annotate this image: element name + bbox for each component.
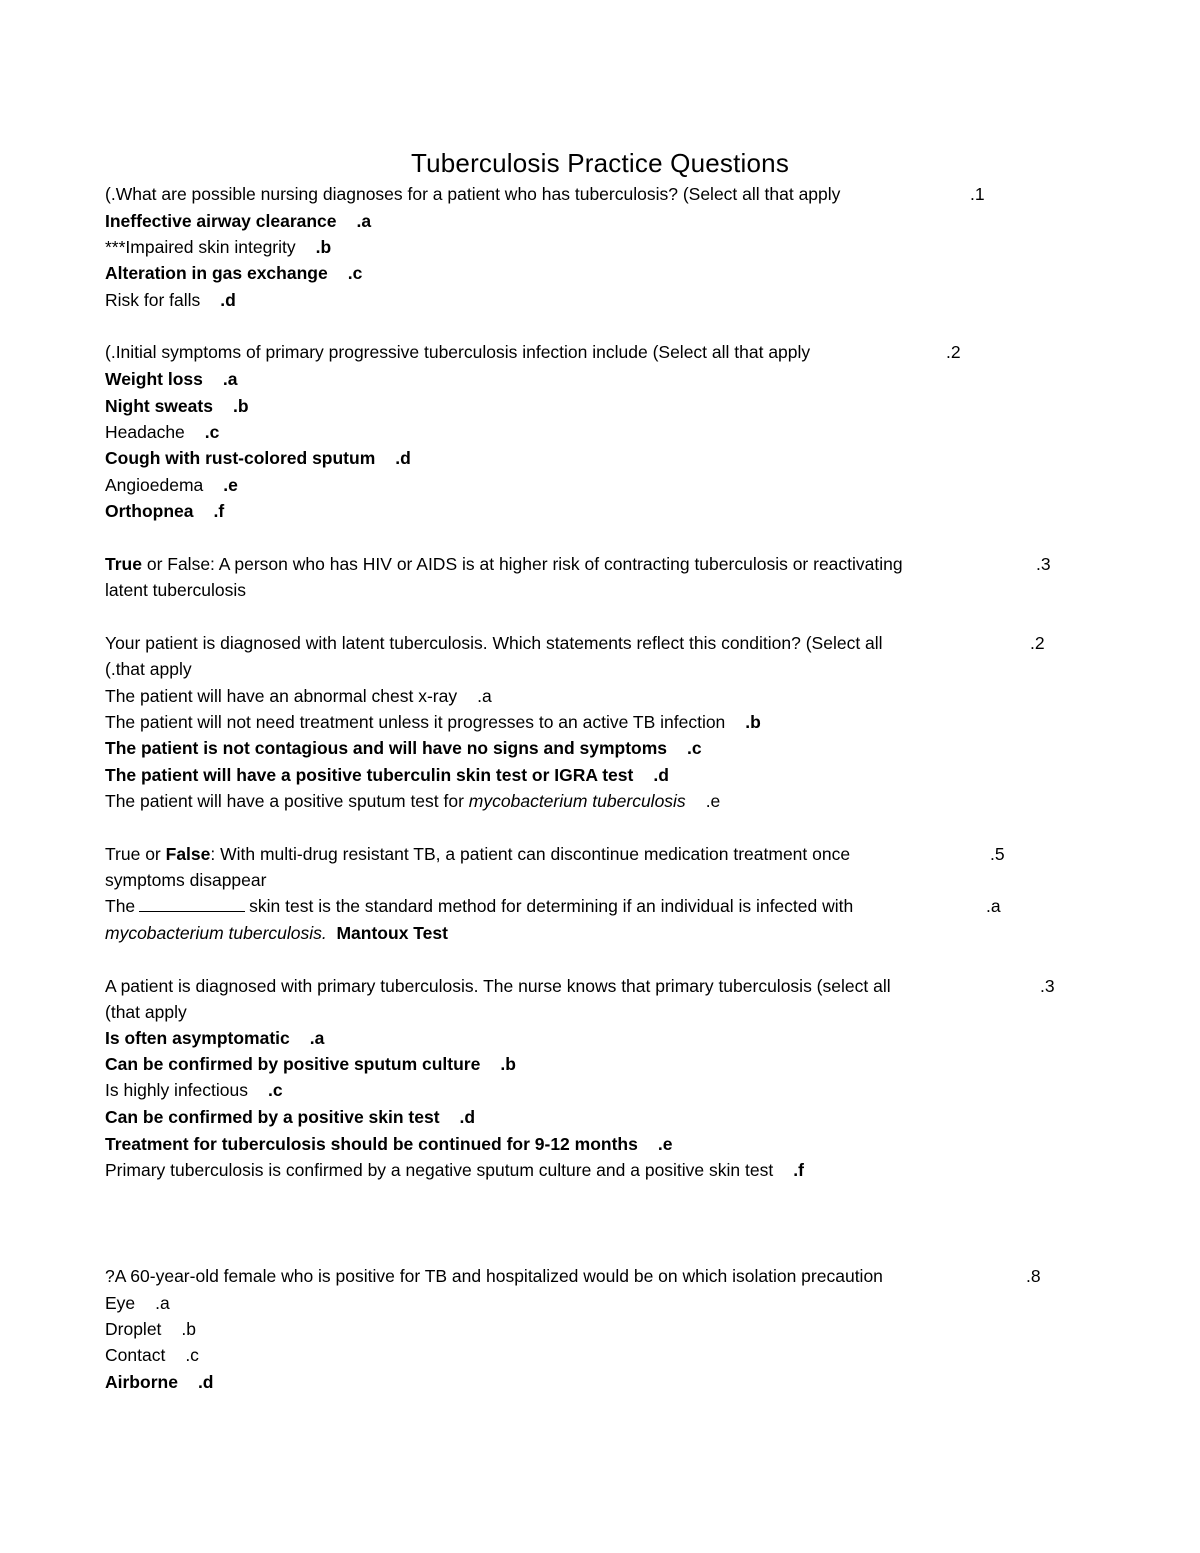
option-text: Droplet xyxy=(105,1319,162,1339)
question-5-text xyxy=(105,841,850,867)
q6-option-c xyxy=(105,1077,283,1103)
question-3-rest: or False: A person who has HIV or AIDS is at higher risk of contracting tuberculosis or reactivating xyxy=(141,554,903,574)
after-blank: skin test is the standard method for determining if an individual is infected with xyxy=(249,896,854,916)
option-letter: .d xyxy=(395,448,411,468)
question-3-number: .3 xyxy=(1036,554,1051,574)
question-3-line2: latent tuberculosis xyxy=(105,580,247,600)
q8-option-b xyxy=(105,1316,196,1342)
option-text: The patient will have an abnormal chest x-ray xyxy=(105,686,458,706)
question-1-number: .1 xyxy=(970,184,985,204)
option-letter: .a xyxy=(356,211,372,231)
option-text: Can be confirmed by a positive skin test xyxy=(105,1107,440,1127)
option-text: Orthopnea xyxy=(105,501,194,521)
option-italic-text: mycobacterium tuberculosis xyxy=(468,791,686,811)
option-text: Treatment for tuberculosis should be continued for 9-12 months xyxy=(105,1134,638,1154)
option-text: Night sweats xyxy=(105,396,213,416)
option-letter: .b xyxy=(315,237,332,257)
true-word: True xyxy=(105,554,142,574)
question-5-rest: : With multi-drug resistant TB, a patient can discontinue medication treatment once xyxy=(210,844,851,864)
question-5a-letter: .a xyxy=(986,896,1001,916)
q6-option-b xyxy=(105,1051,516,1077)
option-text: Eye xyxy=(105,1293,136,1313)
q8-option-c xyxy=(105,1342,199,1368)
option-text: Is highly infectious xyxy=(105,1080,248,1100)
option-letter: .b xyxy=(232,396,249,416)
option-letter: .d xyxy=(653,765,669,785)
option-text: Angioedema xyxy=(105,475,204,495)
question-5a-text xyxy=(105,893,853,919)
option-letter: .d xyxy=(459,1107,476,1127)
question-6-line2: (that apply xyxy=(105,1002,187,1022)
option-text: Cough with rust-colored sputum xyxy=(105,448,376,468)
q1-option-a xyxy=(105,208,371,234)
q2-option-c xyxy=(105,419,219,445)
q8-option-a xyxy=(105,1290,170,1316)
fill-in-blank xyxy=(139,895,245,912)
option-text: The patient will not need treatment unless it progresses to an active TB infection xyxy=(105,712,726,732)
option-letter: .c xyxy=(185,1345,199,1365)
option-letter: .b xyxy=(181,1319,197,1339)
option-text: ***Impaired skin integrity xyxy=(105,237,296,257)
option-text: The patient is not contagious and will have no signs and symptoms xyxy=(105,738,668,758)
question-2-text: (.Initial symptoms of primary progressive tuberculosis infection include (Select all that apply xyxy=(105,342,811,362)
question-2-number: .2 xyxy=(946,342,961,362)
q1-option-c xyxy=(105,260,362,286)
option-letter: .b xyxy=(500,1054,516,1074)
question-3-text xyxy=(105,551,903,577)
option-letter: .c xyxy=(204,422,220,442)
option-letter: .a xyxy=(155,1293,170,1313)
question-5a-line2 xyxy=(105,920,448,946)
option-text: Alteration in gas exchange xyxy=(105,263,328,283)
question-4-line2: (.that apply xyxy=(105,659,192,679)
organism-name: mycobacterium tuberculosis. xyxy=(105,923,327,943)
option-text: The patient will have a positive sputum test for xyxy=(105,791,469,811)
answer-text: Mantoux Test xyxy=(336,923,448,943)
true-or: True or xyxy=(105,844,166,864)
q2-option-e xyxy=(105,472,238,498)
option-letter: .a xyxy=(309,1028,325,1048)
option-text: Airborne xyxy=(105,1372,178,1392)
option-letter: .a xyxy=(477,686,492,706)
option-letter: .e xyxy=(705,791,721,811)
option-letter: .e xyxy=(223,475,238,495)
page-title: Tuberculosis Practice Questions xyxy=(410,148,790,178)
question-6-number: .3 xyxy=(1040,976,1055,996)
q4-option-b xyxy=(105,709,761,735)
option-letter: .d xyxy=(220,290,236,310)
q4-option-a xyxy=(105,683,492,709)
question-8-number: .8 xyxy=(1026,1266,1041,1286)
option-text: Ineffective airway clearance xyxy=(105,211,337,231)
option-text: Headache xyxy=(105,422,185,442)
option-text: Risk for falls xyxy=(105,290,201,310)
question-4-text: Your patient is diagnosed with latent tuberculosis. Which statements reflect this condition? (Select all xyxy=(105,633,883,653)
option-letter: .c xyxy=(268,1080,283,1100)
option-text: Can be confirmed by positive sputum culture xyxy=(105,1054,481,1074)
q4-option-d xyxy=(105,762,669,788)
option-letter: .b xyxy=(745,712,761,732)
q2-option-f xyxy=(105,498,224,524)
option-letter: .a xyxy=(222,369,238,389)
q6-option-e xyxy=(105,1131,672,1157)
option-text: Primary tuberculosis is confirmed by a negative sputum culture and a positive skin test xyxy=(105,1160,774,1180)
q4-option-c xyxy=(105,735,702,761)
q6-option-f xyxy=(105,1157,804,1183)
false-word: False xyxy=(165,844,211,864)
question-1-text: (.What are possible nursing diagnoses for a patient who has tuberculosis? (Select all that apply xyxy=(105,184,841,204)
question-6-text: A patient is diagnosed with primary tuberculosis. The nurse knows that primary tuberculosis (select all xyxy=(105,976,891,996)
option-text: Is often asymptomatic xyxy=(105,1028,290,1048)
option-letter: .c xyxy=(687,738,702,758)
q6-option-d xyxy=(105,1104,475,1130)
option-text: Contact xyxy=(105,1345,166,1365)
option-letter: .d xyxy=(197,1372,214,1392)
option-letter: .f xyxy=(793,1160,804,1180)
q6-option-a xyxy=(105,1025,324,1051)
question-5-number: .5 xyxy=(990,844,1005,864)
question-8-text: ?A 60-year-old female who is positive for TB and hospitalized would be on which isolation precaution xyxy=(105,1266,883,1286)
q1-option-d xyxy=(105,287,236,313)
option-letter: .c xyxy=(347,263,363,283)
q2-option-d xyxy=(105,445,411,471)
question-4-number: .2 xyxy=(1030,633,1045,653)
option-text: The patient will have a positive tuberculin skin test or IGRA test xyxy=(105,765,634,785)
q8-option-d xyxy=(105,1369,214,1395)
question-5-line2: symptoms disappear xyxy=(105,870,267,890)
q1-option-b xyxy=(105,234,331,260)
q2-option-a xyxy=(105,366,238,392)
option-letter: .f xyxy=(213,501,225,521)
option-text: Weight loss xyxy=(105,369,203,389)
before-blank: The xyxy=(105,896,136,916)
q2-option-b xyxy=(105,393,249,419)
q4-option-e xyxy=(105,788,720,814)
option-letter: .e xyxy=(657,1134,673,1154)
